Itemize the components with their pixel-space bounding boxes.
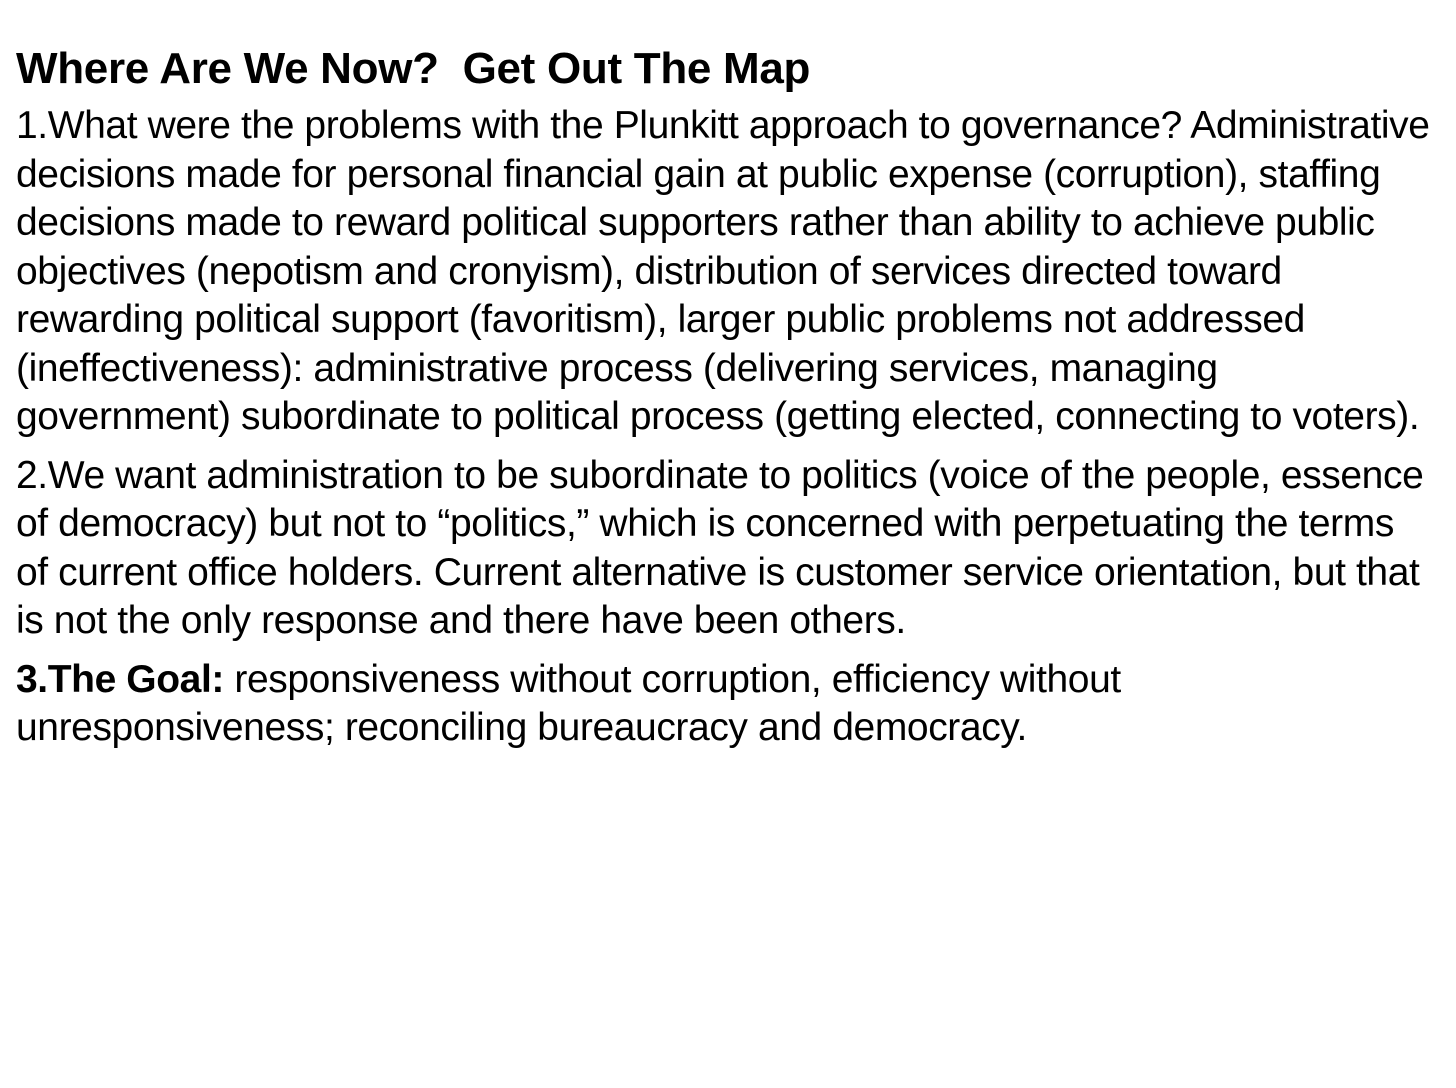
point-lead: The Goal:: [47, 657, 224, 701]
point-number: 2.: [16, 453, 48, 497]
point-text: We want administration to be subordinate to politics (voice of the people, essence of democracy) but not to “politics,” which is concerned with perpetuating the terms of current office holders. Current alternative is customer service orientation, but that is not the only response and there have been others.: [16, 453, 1424, 642]
point-3: [16, 656, 1436, 753]
point-number: 3.: [16, 657, 48, 701]
point-text: responsiveness without corruption, efficiency without unresponsiveness; reconciling bureaucracy and democracy.: [16, 657, 1121, 749]
point-number: 1.: [16, 104, 48, 147]
point-1: [16, 102, 1436, 442]
point-text: What were the problems with the Plunkitt approach to governance? Administrative decisions made for personal financial gain at public expense (corruption), staffing decisions made to reward political supporters rather than ability to achieve public objectives (nepotism and cronyism), distribution of services directed toward rewarding political support (favoritism), larger public problems not addressed (ineffectiveness): administrative process (delivering services, managing government) subordinate to political process (getting elected, connecting to voters).: [16, 104, 1430, 438]
slide-title: Where Are We Now? Get Out The Map: [16, 44, 811, 93]
slide-content: [16, 38, 1436, 763]
point-2: [16, 452, 1436, 646]
